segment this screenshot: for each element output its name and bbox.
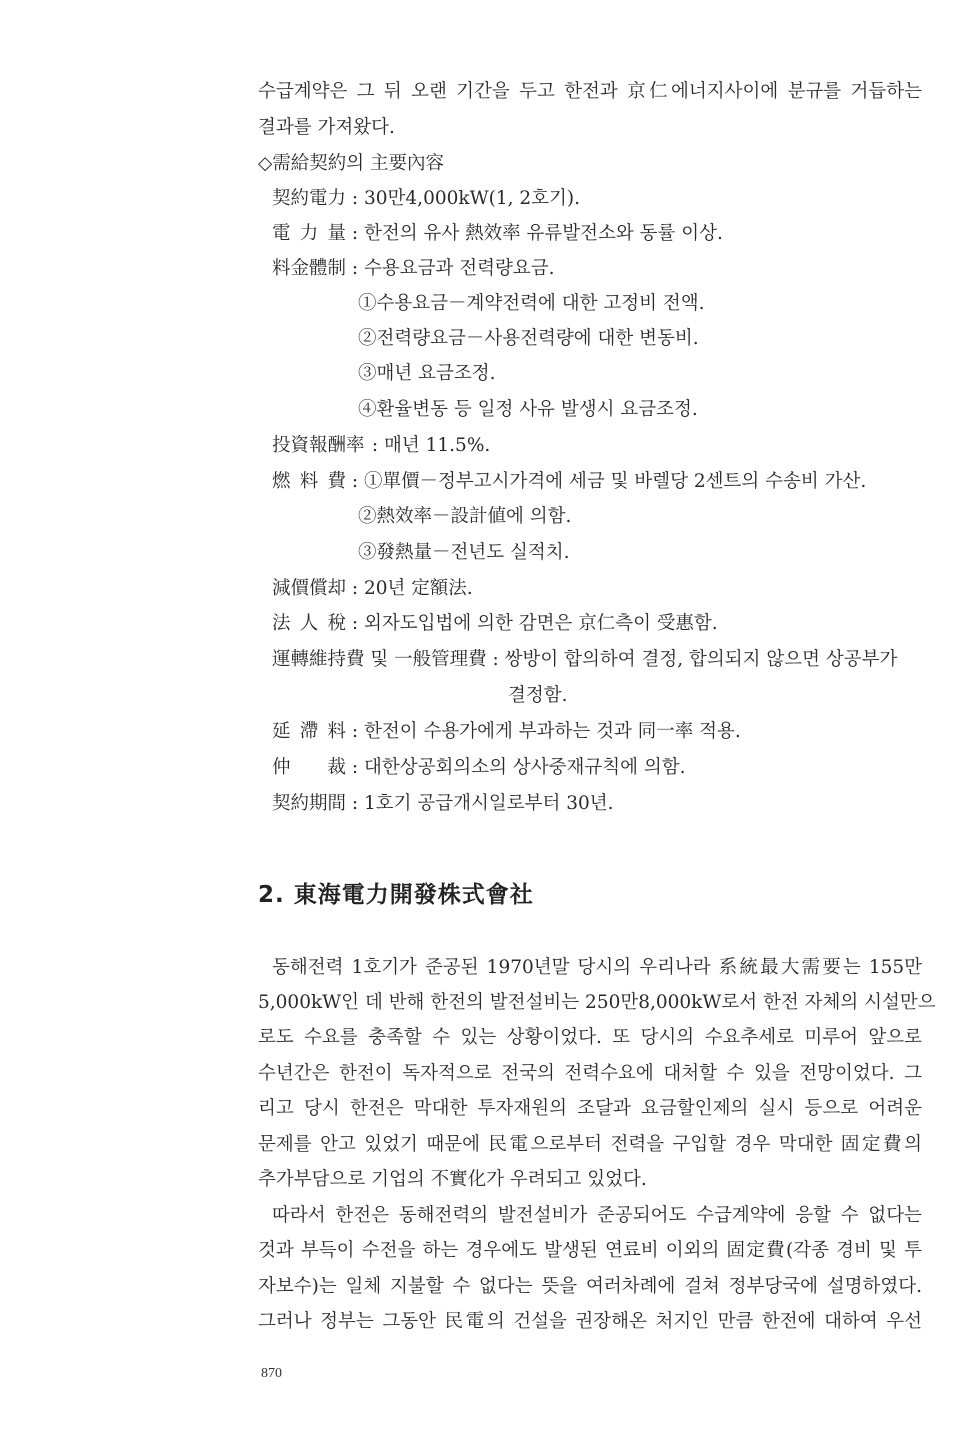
contract-capacity: 契約電力 : 30만4,000kW(1, 2호기). xyxy=(272,188,580,209)
contract-heading: ◇需給契約의 主要內容 xyxy=(258,153,444,174)
return-value: 매년 11.5%. xyxy=(384,435,491,456)
contract-penalty: 延 滯 料 : 한전이 수용가에게 부과하는 것과 同一率 적용. xyxy=(272,721,741,742)
tariff-label: 料金體制 xyxy=(272,258,347,279)
operation-value: 쌍방이 합의하여 결정, 합의되지 않으면 상공부가 xyxy=(504,649,898,670)
body-p1-line-3: 로도 수요를 충족할 수 있는 상황이었다. 또 당시의 수요추세로 미루어 앞으로 xyxy=(258,1027,922,1048)
tariff-item-3: ③매년 요금조정. xyxy=(358,363,496,384)
body-p2-line-4: 그러나 정부는 그동안 民電의 건설을 권장해온 처지인 만큼 한전에 대하여 우선 xyxy=(258,1311,922,1332)
body-p1-line-1: 동해전력 1호기가 준공된 1970년말 당시의 우리나라 系統最大需要는 155만 xyxy=(272,957,922,978)
body-p1-line-4: 수년간은 한전이 독자적으로 전국의 전력수요에 대처할 수 있을 전망이었다. 그 xyxy=(258,1063,922,1084)
period-value: 1호기 공급개시일로부터 30년. xyxy=(364,793,614,814)
fuel-label: 燃 料 費 xyxy=(272,471,346,492)
body-p2-line-2: 것과 부득이 수전을 하는 경우에도 발생된 연료비 이외의 固定費(각종 경비 및 투 xyxy=(258,1240,922,1261)
arbitration-value: 대한상공회의소의 상사중재규칙에 의함. xyxy=(364,757,686,778)
operation-continuation: 결정함. xyxy=(508,685,568,706)
contract-return: 投資報酬率 : 매년 11.5%. xyxy=(272,435,491,456)
section-title: 2. 東海電力開發株式會社 xyxy=(258,882,534,908)
arbitration-label: 仲 裁 xyxy=(272,757,346,778)
body-p2-line-3: 자보수)는 일체 지불할 수 없다는 뜻을 여러차례에 걸쳐 정부당국에 설명하였다. xyxy=(258,1276,922,1297)
contract-fuel: 燃 料 費 : ①單價－정부고시가격에 세금 및 바렐당 2센트의 수송비 가산. xyxy=(272,471,867,492)
return-label: 投資報酬率 xyxy=(272,435,365,456)
fuel-item-3: ③發熱量－전년도 실적치. xyxy=(358,542,570,563)
contract-arbitration: 仲 裁 : 대한상공회의소의 상사중재규칙에 의함. xyxy=(272,757,686,778)
body-p1-line-5: 리고 당시 한전은 막대한 투자재원의 조달과 요금할인제의 실시 등으로 어려운 xyxy=(258,1098,922,1119)
capacity-label: 契約電力 xyxy=(272,188,347,209)
tariff-item-2: ②전력량요금－사용전력량에 대한 변동비. xyxy=(358,328,699,349)
tariff-item-4: ④환율변동 등 일정 사유 발생시 요금조정. xyxy=(358,399,698,420)
contract-operation: 運轉維持費 및 一般管理費 : 쌍방이 합의하여 결정, 합의되지 않으면 상공부가 xyxy=(272,649,898,670)
contract-power: 電 力 量 : 한전의 유사 熱效率 유류발전소와 동률 이상. xyxy=(272,223,723,244)
contract-period: 契約期間 : 1호기 공급개시일로부터 30년. xyxy=(272,793,614,814)
contract-depreciation: 減價償却 : 20년 定額法. xyxy=(272,578,473,599)
tariff-item-1: ①수용요금－계약전력에 대한 고정비 전액. xyxy=(358,293,705,314)
body-p1-line-2: 5,000kW인 데 반해 한전의 발전설비는 250만8,000kW로서 한전 자체의 시설만으 xyxy=(258,992,936,1013)
tax-label: 法 人 稅 xyxy=(272,613,346,634)
operation-label: 運轉維持費 및 一般管理費 xyxy=(272,649,487,670)
depreciation-value: 20년 定額法. xyxy=(364,578,473,599)
tariff-value: 수용요금과 전력량요금. xyxy=(364,258,555,279)
period-label: 契約期間 xyxy=(272,793,347,814)
fuel-item-2: ②熱效率－設計値에 의함. xyxy=(358,506,572,527)
body-p2-line-1: 따라서 한전은 동해전력의 발전설비가 준공되어도 수급계약에 응할 수 없다는 xyxy=(272,1205,922,1226)
contract-tariff: 料金體制 : 수용요금과 전력량요금. xyxy=(272,258,555,279)
body-p1-line-7: 추가부담으로 기업의 不實化가 우려되고 있었다. xyxy=(258,1169,647,1190)
body-p1-line-6: 문제를 안고 있었기 때문에 民電으로부터 전력을 구입할 경우 막대한 固定費의 xyxy=(258,1134,922,1155)
penalty-value: 한전이 수용가에게 부과하는 것과 同一率 적용. xyxy=(364,721,741,742)
contract-tax: 法 人 稅 : 외자도입법에 의한 감면은 京仁측이 受惠함. xyxy=(272,613,718,634)
fuel-value: ①單價－정부고시가격에 세금 및 바렐당 2센트의 수송비 가산. xyxy=(364,471,867,492)
power-label: 電 力 量 xyxy=(272,223,346,244)
tax-value: 외자도입법에 의한 감면은 京仁측이 受惠함. xyxy=(364,613,718,634)
page-number: 870 xyxy=(261,1366,282,1381)
intro-line-1: 수급계약은 그 뒤 오랜 기간을 두고 한전과 京仁에너지사이에 분규를 거듭하는 xyxy=(258,81,922,102)
power-value: 한전의 유사 熱效率 유류발전소와 동률 이상. xyxy=(364,223,723,244)
intro-line-2: 결과를 가져왔다. xyxy=(258,117,395,138)
penalty-label: 延 滯 料 xyxy=(272,721,346,742)
depreciation-label: 減價償却 xyxy=(272,578,347,599)
capacity-value: 30만4,000kW(1, 2호기). xyxy=(364,188,580,209)
